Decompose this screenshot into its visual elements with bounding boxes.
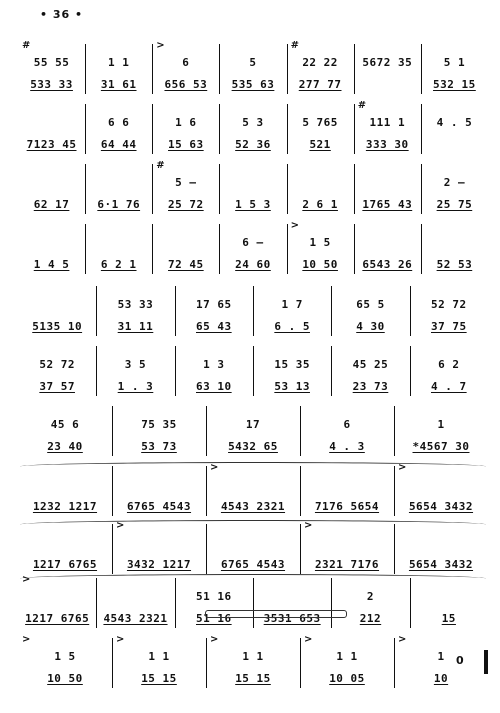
lower-voice: 52 53 <box>436 258 473 271</box>
upper-voice: 45 25 <box>352 358 389 371</box>
barline <box>331 346 332 396</box>
lower-voice: 15 <box>441 612 456 625</box>
lower-voice: 6 2 1 <box>100 258 137 271</box>
upper-voice: 1 1 <box>148 650 170 663</box>
lower-voice: 3432 1217 <box>126 558 192 571</box>
lower-voice: 24 60 <box>235 258 271 271</box>
lower-voice: 6·1 76 <box>97 198 141 211</box>
lower-voice: 25 75 <box>436 198 473 211</box>
measure <box>175 340 253 402</box>
score-system <box>18 38 488 100</box>
barline <box>112 638 113 688</box>
lower-voice: 521 <box>309 138 331 151</box>
upper-voice: 17 <box>245 418 261 431</box>
measure <box>410 280 488 342</box>
barline <box>219 164 220 214</box>
barline <box>331 578 332 628</box>
barline <box>206 638 207 688</box>
upper-voice: 1 3 <box>203 358 225 371</box>
lower-voice: 5432 65 <box>228 440 278 453</box>
barline <box>219 224 220 274</box>
lower-voice: 277 77 <box>298 78 342 91</box>
lower-voice: 1765 43 <box>362 198 413 211</box>
barline <box>96 346 97 396</box>
upper-voice: 15 35 <box>274 358 310 371</box>
lower-voice: 51 16 <box>196 612 232 625</box>
barline <box>253 578 254 628</box>
accent-mark: > <box>304 634 313 645</box>
barline <box>112 466 113 516</box>
score-system <box>18 572 488 634</box>
barline <box>394 638 395 688</box>
lower-voice: 656 53 <box>164 78 208 91</box>
lower-voice: 53 13 <box>274 380 310 393</box>
measure <box>421 218 488 280</box>
final-barline <box>484 650 488 674</box>
upper-voice: 53 33 <box>117 298 154 311</box>
lower-voice: 6543 26 <box>362 258 413 271</box>
score-system <box>18 460 488 522</box>
upper-voice: 55 55 <box>33 56 70 69</box>
accent-mark: > <box>304 520 313 531</box>
barline <box>219 44 220 94</box>
lower-voice: 4 30 <box>356 320 385 333</box>
lower-voice: 1217 6765 <box>25 612 90 625</box>
accent-mark: > <box>210 462 219 473</box>
upper-voice: 2 — <box>443 176 466 189</box>
glissando-line <box>205 610 347 618</box>
barline <box>152 224 153 274</box>
upper-voice: 2 <box>366 590 375 603</box>
measure <box>18 632 112 694</box>
barline <box>112 524 113 574</box>
upper-voice: 6 <box>343 418 351 431</box>
accent-mark: # <box>22 40 31 51</box>
lower-voice: 10 50 <box>302 258 338 271</box>
lower-voice: 15 15 <box>141 672 177 685</box>
accent-mark: > <box>290 220 299 231</box>
lower-voice: 212 <box>359 612 382 625</box>
barline <box>300 466 301 516</box>
lower-voice: 1217 6765 <box>32 558 98 571</box>
barline <box>421 104 422 154</box>
upper-voice: 6 2 <box>438 358 460 371</box>
measure <box>206 400 300 462</box>
lower-voice: 15 63 <box>168 138 204 151</box>
lower-voice: 5654 3432 <box>408 558 474 571</box>
barline <box>175 346 176 396</box>
upper-voice: 6 — <box>242 236 264 249</box>
lower-voice: 7123 45 <box>26 138 77 151</box>
upper-voice: 5 — <box>175 176 197 189</box>
measure <box>219 38 286 100</box>
upper-voice: 111 1 <box>369 116 406 129</box>
measure <box>85 98 152 160</box>
measure <box>354 218 421 280</box>
score-system <box>18 340 488 402</box>
barline <box>206 466 207 516</box>
measure <box>152 158 219 220</box>
slur <box>20 520 486 529</box>
measure <box>354 98 421 160</box>
barline <box>219 104 220 154</box>
measure <box>206 632 300 694</box>
measure <box>253 340 331 402</box>
barline <box>85 104 86 154</box>
upper-voice: 5672 35 <box>362 56 413 69</box>
lower-voice: 10 05 <box>329 672 365 685</box>
accent-mark: > <box>116 634 125 645</box>
barline <box>410 286 411 336</box>
barline <box>421 224 422 274</box>
lower-voice: 63 10 <box>196 380 232 393</box>
upper-voice: 5 3 <box>242 116 264 129</box>
measure <box>18 158 85 220</box>
lower-voice: 10 50 <box>47 672 83 685</box>
measure <box>18 280 96 342</box>
lower-voice: 1 5 3 <box>235 198 271 211</box>
lower-voice: 64 44 <box>100 138 137 151</box>
measure <box>85 158 152 220</box>
measure <box>253 280 331 342</box>
measure <box>85 38 152 100</box>
lower-voice: 31 61 <box>100 78 137 91</box>
barline <box>85 224 86 274</box>
upper-voice: 1 <box>437 650 445 663</box>
upper-voice: 65 5 <box>356 298 385 311</box>
barline <box>354 44 355 94</box>
lower-voice: 1232 1217 <box>32 500 98 513</box>
measure <box>287 38 354 100</box>
barline <box>287 44 288 94</box>
upper-voice: 1 5 <box>309 236 331 249</box>
barline <box>85 44 86 94</box>
score-system <box>18 632 488 694</box>
barline <box>152 104 153 154</box>
barline <box>287 104 288 154</box>
lower-voice: *4567 30 <box>412 440 470 453</box>
barline <box>96 286 97 336</box>
lower-voice: 4543 2321 <box>220 500 286 513</box>
measure <box>354 158 421 220</box>
upper-voice: 22 22 <box>302 56 338 69</box>
lower-voice: 4 . 3 <box>329 440 365 453</box>
barline <box>112 406 113 456</box>
upper-voice: 1 1 <box>336 650 358 663</box>
score-system <box>18 218 488 280</box>
measure <box>85 218 152 280</box>
lower-voice: 25 72 <box>168 198 204 211</box>
lower-voice: 535 63 <box>231 78 275 91</box>
upper-voice: 1 <box>437 418 445 431</box>
upper-voice: 75 35 <box>141 418 177 431</box>
barline <box>300 638 301 688</box>
barline <box>175 286 176 336</box>
barline <box>394 524 395 574</box>
measure <box>394 632 488 694</box>
lower-voice: 4 . 7 <box>431 380 467 393</box>
lower-voice: 10 <box>433 672 449 685</box>
lower-voice: 72 45 <box>168 258 204 271</box>
upper-voice: 1 7 <box>281 298 303 311</box>
upper-voice: 1 5 <box>54 650 76 663</box>
accent-mark: # <box>357 100 367 111</box>
upper-voice: 5 1 <box>443 56 466 69</box>
measure <box>18 98 85 160</box>
upper-voice: 1 6 <box>175 116 197 129</box>
barline <box>354 224 355 274</box>
lower-voice: 1 . 3 <box>117 380 154 393</box>
barline <box>253 346 254 396</box>
accent-mark: > <box>398 634 407 645</box>
lower-voice: 3531 653 <box>263 612 321 625</box>
lower-voice: 533 33 <box>30 78 73 91</box>
upper-voice: 1 1 <box>242 650 264 663</box>
lower-voice: 23 73 <box>352 380 389 393</box>
measure <box>18 400 112 462</box>
upper-voice: 3 5 <box>124 358 147 371</box>
upper-voice: 52 72 <box>39 358 75 371</box>
barline <box>421 164 422 214</box>
barline <box>300 406 301 456</box>
measure <box>354 38 421 100</box>
barline <box>152 44 153 94</box>
upper-voice: 5 765 <box>302 116 338 129</box>
barline <box>96 578 97 628</box>
measure <box>112 400 206 462</box>
score-system <box>18 158 488 220</box>
lower-voice: 6765 4543 <box>220 558 286 571</box>
upper-voice: 51 16 <box>196 590 232 603</box>
lower-voice: 23 40 <box>47 440 83 453</box>
barline <box>421 44 422 94</box>
barline <box>394 406 395 456</box>
barline <box>287 164 288 214</box>
measure <box>219 98 286 160</box>
lower-voice: 65 43 <box>196 320 232 333</box>
upper-voice: 5 <box>249 56 257 69</box>
measure <box>421 158 488 220</box>
accent-mark: # <box>156 160 165 171</box>
upper-voice: 17 65 <box>196 298 232 311</box>
measure <box>18 38 85 100</box>
measure <box>219 218 286 280</box>
upper-voice: 6 <box>182 56 190 69</box>
accent-mark: > <box>116 520 125 531</box>
lower-voice: 5654 3432 <box>408 500 474 513</box>
barline <box>206 524 207 574</box>
score-system <box>18 98 488 160</box>
upper-voice: 6 6 <box>108 116 130 129</box>
measure <box>421 98 488 160</box>
measure <box>410 340 488 402</box>
measure <box>300 632 394 694</box>
lower-voice: 15 15 <box>235 672 271 685</box>
slur <box>20 462 486 471</box>
lower-voice: 31 11 <box>117 320 154 333</box>
ending-note: 0 <box>456 654 464 667</box>
page-number: • 36 • <box>40 8 84 21</box>
lower-voice: 2321 7176 <box>314 558 380 571</box>
measure <box>331 340 409 402</box>
measure <box>152 218 219 280</box>
measure <box>219 158 286 220</box>
upper-voice: 1 1 <box>108 56 130 69</box>
lower-voice: 37 75 <box>431 320 467 333</box>
lower-voice: 52 36 <box>235 138 271 151</box>
measure <box>152 98 219 160</box>
accent-mark: > <box>22 574 31 585</box>
measure <box>112 632 206 694</box>
lower-voice: 62 17 <box>33 198 70 211</box>
score-system <box>18 280 488 342</box>
barline <box>206 406 207 456</box>
barline <box>331 286 332 336</box>
barline <box>300 524 301 574</box>
measure <box>394 400 488 462</box>
measure <box>287 158 354 220</box>
barline <box>85 164 86 214</box>
lower-voice: 37 57 <box>39 380 75 393</box>
upper-voice: 4 . 5 <box>436 116 473 129</box>
barline <box>152 164 153 214</box>
lower-voice: 6 . 5 <box>274 320 310 333</box>
measure <box>18 340 96 402</box>
measure <box>152 38 219 100</box>
lower-voice: 7176 5654 <box>314 500 380 513</box>
lower-voice: 1 4 5 <box>33 258 70 271</box>
upper-voice: 52 72 <box>431 298 467 311</box>
barline <box>287 224 288 274</box>
accent-mark: # <box>290 40 299 51</box>
slur <box>20 574 486 583</box>
measure <box>421 38 488 100</box>
measure <box>287 98 354 160</box>
accent-mark: > <box>398 462 407 473</box>
barline <box>175 578 176 628</box>
lower-voice: 4543 2321 <box>103 612 168 625</box>
score-system <box>18 518 488 580</box>
measure <box>18 218 85 280</box>
barline <box>394 466 395 516</box>
measure <box>96 340 174 402</box>
accent-mark: > <box>156 40 165 51</box>
barline <box>253 286 254 336</box>
accent-mark: > <box>210 634 219 645</box>
score-system <box>18 400 488 462</box>
barline <box>354 104 355 154</box>
measure <box>96 280 174 342</box>
lower-voice: 6765 4543 <box>126 500 192 513</box>
upper-voice: 45 6 <box>50 418 80 431</box>
barline <box>410 578 411 628</box>
measure <box>175 280 253 342</box>
measure <box>287 218 354 280</box>
lower-voice: 333 30 <box>365 138 409 151</box>
measure <box>331 280 409 342</box>
measure <box>300 400 394 462</box>
barline <box>410 346 411 396</box>
lower-voice: 532 15 <box>433 78 476 91</box>
accent-mark: > <box>22 634 31 645</box>
lower-voice: 53 73 <box>141 440 177 453</box>
barline <box>354 164 355 214</box>
lower-voice: 5135 10 <box>32 320 83 333</box>
lower-voice: 2 6 1 <box>302 198 338 211</box>
